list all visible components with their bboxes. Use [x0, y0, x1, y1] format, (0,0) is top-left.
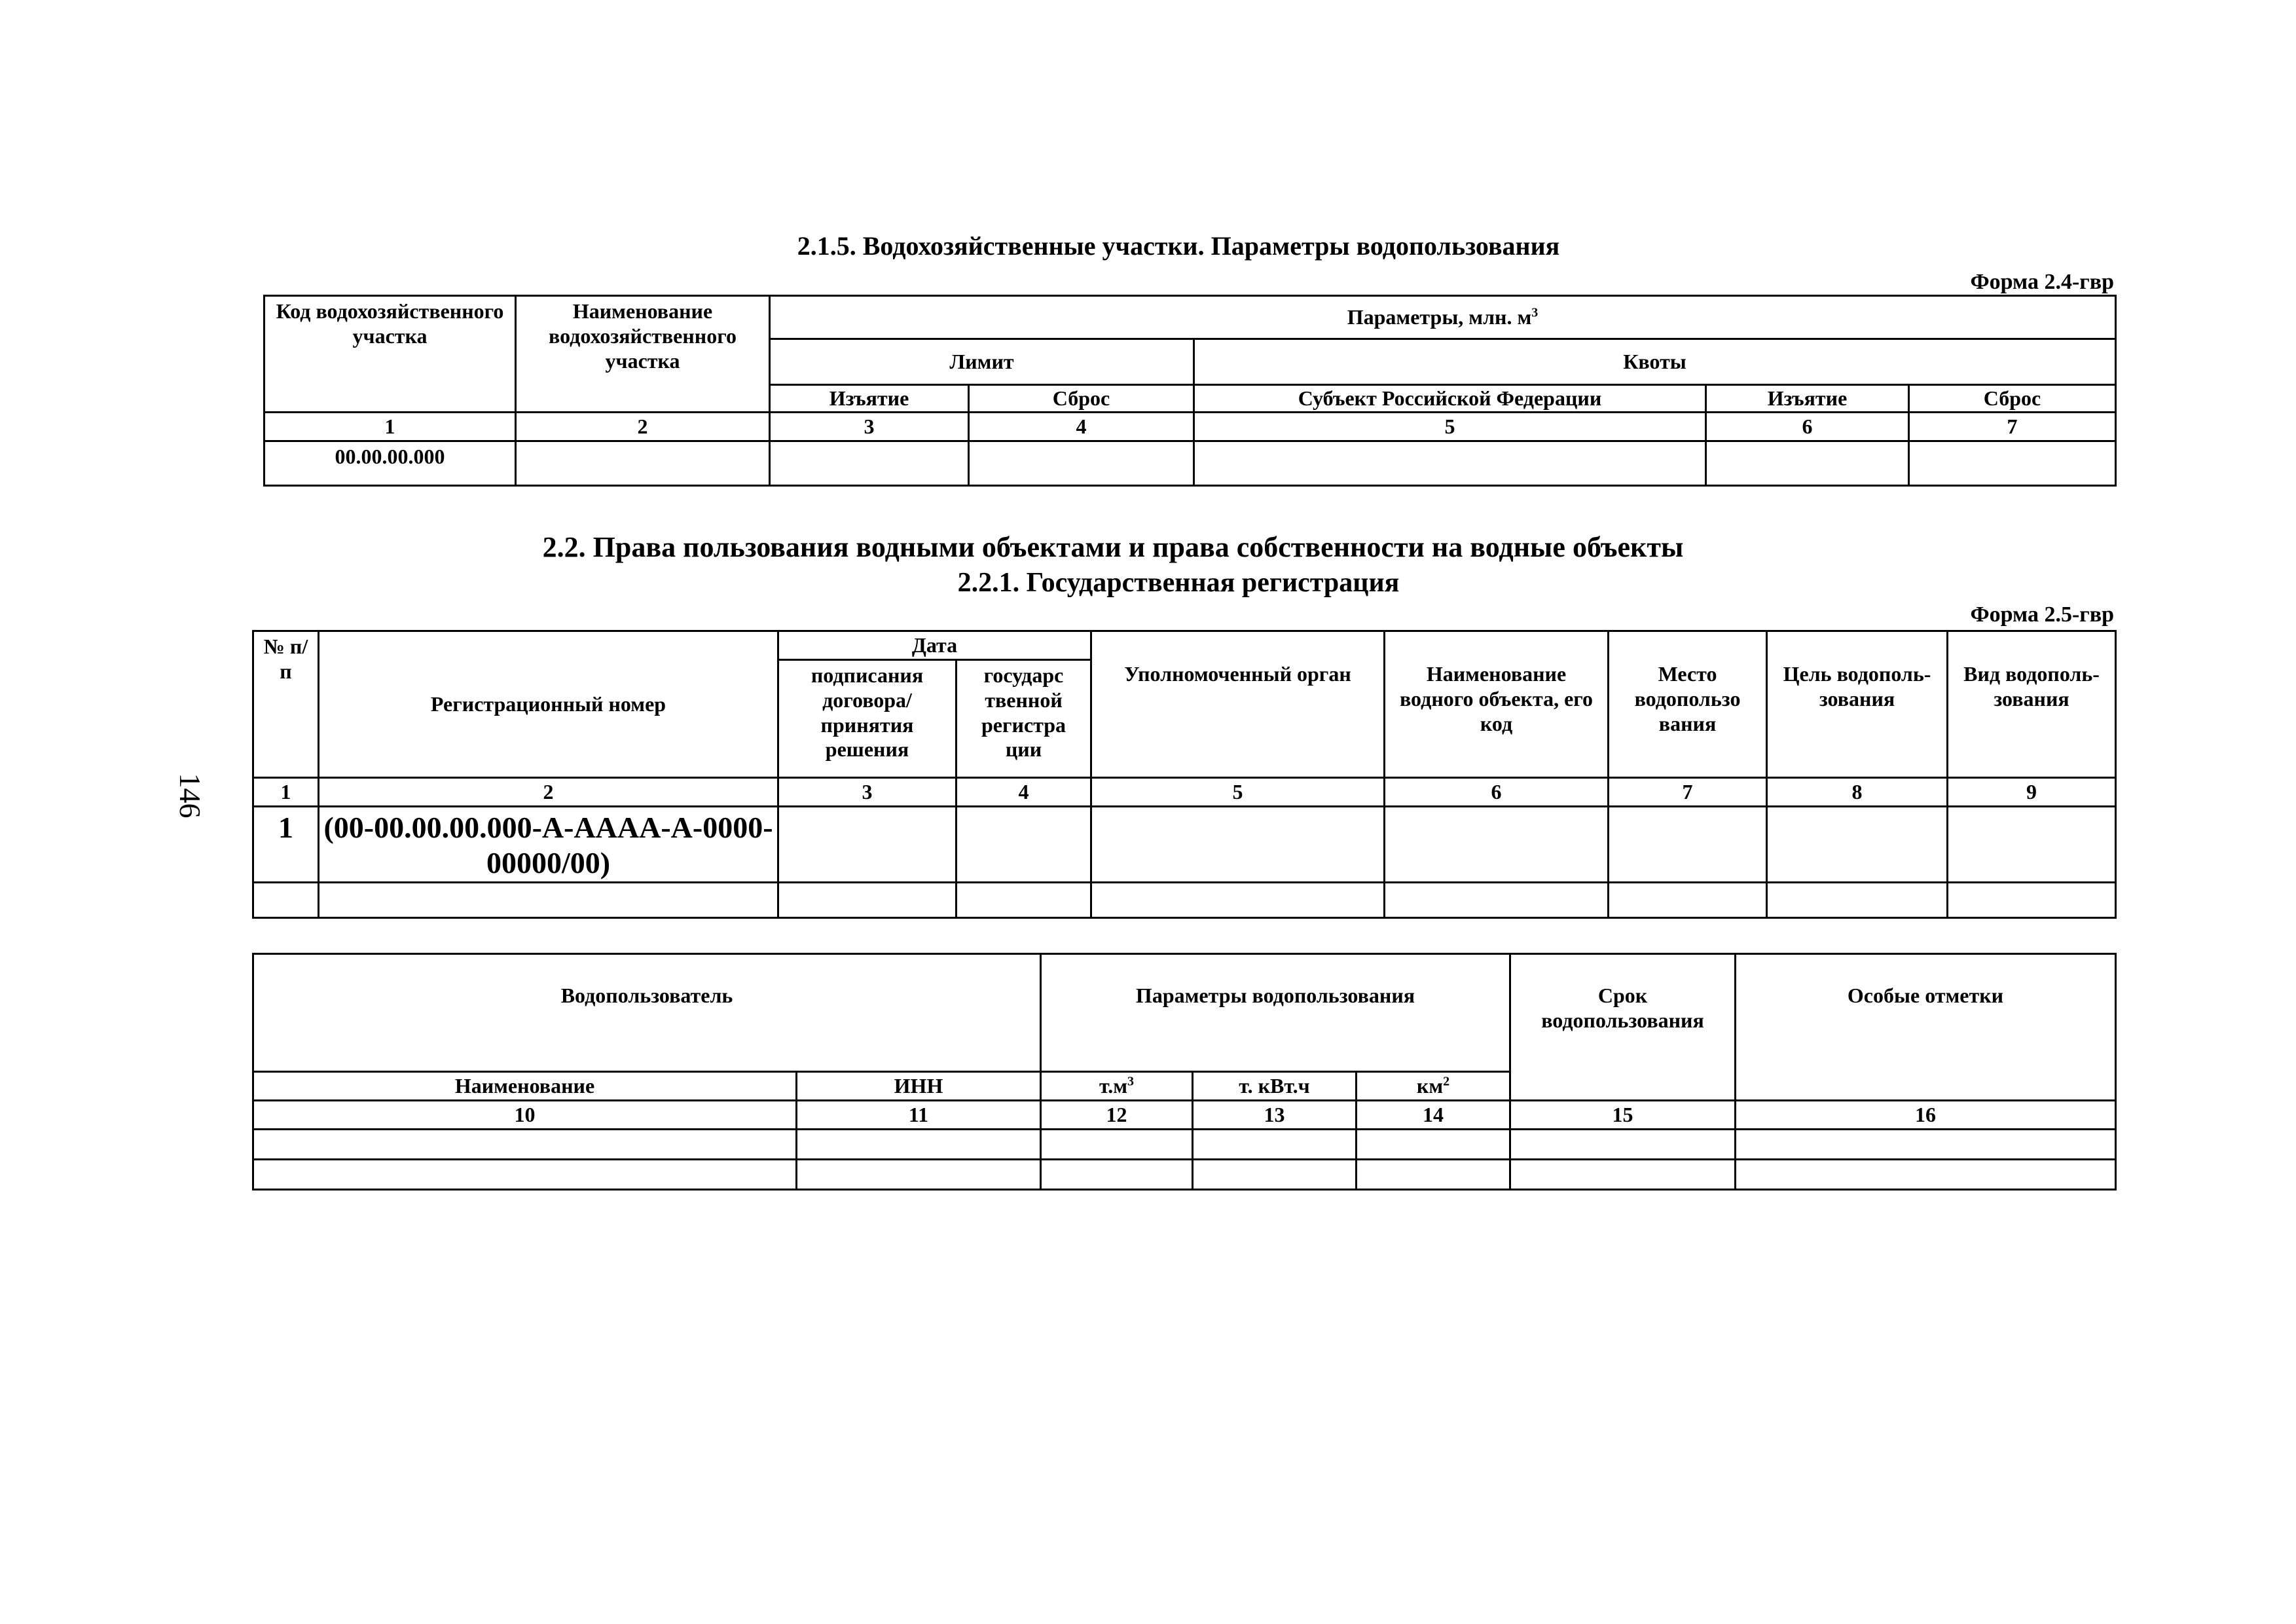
cell-empty: [253, 1160, 797, 1190]
col-num: 11: [797, 1101, 1041, 1130]
header-tm: [1041, 1072, 1193, 1101]
header-limit: Лимит: [770, 339, 1194, 385]
col-num: 12: [1041, 1101, 1193, 1130]
column-numbers-row: [253, 1101, 2116, 1130]
header-km: [1357, 1072, 1510, 1101]
cell-empty: [1767, 882, 1948, 917]
col-num: 2: [319, 778, 778, 807]
header-params: [770, 296, 2116, 339]
cell-empty: [1909, 441, 2116, 486]
header-water-user: Водопользователь: [253, 954, 1041, 1072]
cell-empty: [1041, 1160, 1193, 1190]
cell-empty: [957, 807, 1091, 883]
cell-code: 00.00.00.000: [264, 441, 516, 486]
col-num: 4: [957, 778, 1091, 807]
cell-empty: [1510, 1130, 1736, 1160]
cell-empty: [1385, 882, 1609, 917]
header-place: Место водопользо вания: [1609, 631, 1767, 778]
header-date-sign: подписания договора/ принятия решения: [778, 660, 957, 778]
col-num: 2: [516, 413, 770, 441]
col-num: 16: [1736, 1101, 2116, 1130]
header-tm-sup: 3: [1127, 1073, 1135, 1088]
header-km-text: км: [1416, 1073, 1444, 1098]
header-withdrawal: Изъятие: [770, 385, 969, 413]
cell-empty: [1194, 441, 1706, 486]
cell-empty: [1091, 807, 1385, 883]
col-num: 9: [1948, 778, 2116, 807]
section-221-title: 2.2.1. Государственная регистрация: [957, 568, 1400, 598]
table-water-sections: [263, 295, 2117, 487]
col-num: 6: [1706, 413, 1909, 441]
cell-empty: [969, 441, 1194, 486]
column-numbers-row: [264, 413, 2116, 441]
col-num: 7: [1909, 413, 2116, 441]
cell-empty: [1767, 807, 1948, 883]
cell-empty: [1357, 1160, 1510, 1190]
cell-empty: [1091, 882, 1385, 917]
cell-reg-number: (00-00.00.00.000-А-АААА-А-0000-00000/00): [319, 807, 778, 883]
col-num: 4: [969, 413, 1194, 441]
table-row: [253, 807, 2116, 883]
table-row: [264, 441, 2116, 486]
header-type: Вид водополь-зования: [1948, 631, 2116, 778]
header-term: Срок водопользования: [1510, 954, 1736, 1101]
cell-empty: [797, 1160, 1041, 1190]
table-water-user: [252, 953, 2117, 1190]
table-row: [253, 1160, 2116, 1190]
cell-empty: [1041, 1130, 1193, 1160]
cell-empty: [770, 441, 969, 486]
table-state-registration: [252, 630, 2117, 919]
header-authority: Уполномоченный орган: [1091, 631, 1385, 778]
page-number: 146: [173, 773, 207, 819]
cell-empty: [1948, 882, 2116, 917]
cell-empty: [1193, 1160, 1357, 1190]
cell-empty: [1736, 1160, 2116, 1190]
col-num: 3: [770, 413, 969, 441]
cell-empty: [778, 807, 957, 883]
header-discharge: Сброс: [969, 385, 1194, 413]
header-quota-withdrawal: Изъятие: [1706, 385, 1909, 413]
col-num: 10: [253, 1101, 797, 1130]
header-params: Параметры водопользования: [1041, 954, 1510, 1072]
cell-empty: [1357, 1130, 1510, 1160]
table-row: [253, 882, 2116, 917]
header-code: Код водохозяйственного участка: [264, 296, 516, 413]
col-num: 8: [1767, 778, 1948, 807]
header-notes: Особые отметки: [1736, 954, 2116, 1101]
col-num: 7: [1609, 778, 1767, 807]
cell-empty: [797, 1130, 1041, 1160]
col-num: 14: [1357, 1101, 1510, 1130]
col-num: 15: [1510, 1101, 1736, 1130]
cell-empty: [319, 882, 778, 917]
col-num: 5: [1091, 778, 1385, 807]
header-name: Наименование водохозяйственного участка: [516, 296, 770, 413]
header-water-object: Наименование водного объекта, его код: [1385, 631, 1609, 778]
cell-empty: [1948, 807, 2116, 883]
header-no: № п/п: [253, 631, 319, 778]
cell-empty: [253, 1130, 797, 1160]
col-num: 13: [1193, 1101, 1357, 1130]
cell-empty: [1609, 882, 1767, 917]
cell-empty: [1193, 1130, 1357, 1160]
header-quotas: Квоты: [1194, 339, 2116, 385]
cell-empty: [1510, 1160, 1736, 1190]
section-215-title: 2.1.5. Водохозяйственные участки. Параметры водопользования: [797, 231, 1560, 261]
form-label-24: Форма 2.4-гвр: [1970, 270, 2114, 294]
header-date: Дата: [778, 631, 1091, 660]
col-num: 1: [264, 413, 516, 441]
header-purpose: Цель водополь-зования: [1767, 631, 1948, 778]
header-tm-text: т.м: [1099, 1073, 1128, 1098]
header-params-sup: 3: [1531, 304, 1539, 320]
cell-no: 1: [253, 807, 319, 883]
section-22-title: 2.2. Права пользования водными объектами и права собственности на водные объекты: [542, 531, 1684, 563]
cell-empty: [1385, 807, 1609, 883]
col-num: 6: [1385, 778, 1609, 807]
header-name: Наименование: [253, 1072, 797, 1101]
form-label-25: Форма 2.5-гвр: [1970, 602, 2114, 627]
header-kwh: т. кВт.ч: [1193, 1072, 1357, 1101]
cell-empty: [1736, 1130, 2116, 1160]
column-numbers-row: [253, 778, 2116, 807]
header-km-sup: 2: [1443, 1073, 1450, 1088]
cell-empty: [516, 441, 770, 486]
col-num: 5: [1194, 413, 1706, 441]
cell-empty: [253, 882, 319, 917]
cell-empty: [1706, 441, 1909, 486]
header-params-text: Параметры, млн. м: [1347, 304, 1532, 329]
col-num: 1: [253, 778, 319, 807]
col-num: 3: [778, 778, 957, 807]
cell-empty: [957, 882, 1091, 917]
cell-empty: [1609, 807, 1767, 883]
header-reg-number: Регистрационный номер: [319, 631, 778, 778]
header-date-state: государс твенной регистра ции: [957, 660, 1091, 778]
cell-empty: [778, 882, 957, 917]
table-row: [253, 1130, 2116, 1160]
header-quota-discharge: Сброс: [1909, 385, 2116, 413]
header-subject: Субъект Российской Федерации: [1194, 385, 1706, 413]
header-inn: ИНН: [797, 1072, 1041, 1101]
